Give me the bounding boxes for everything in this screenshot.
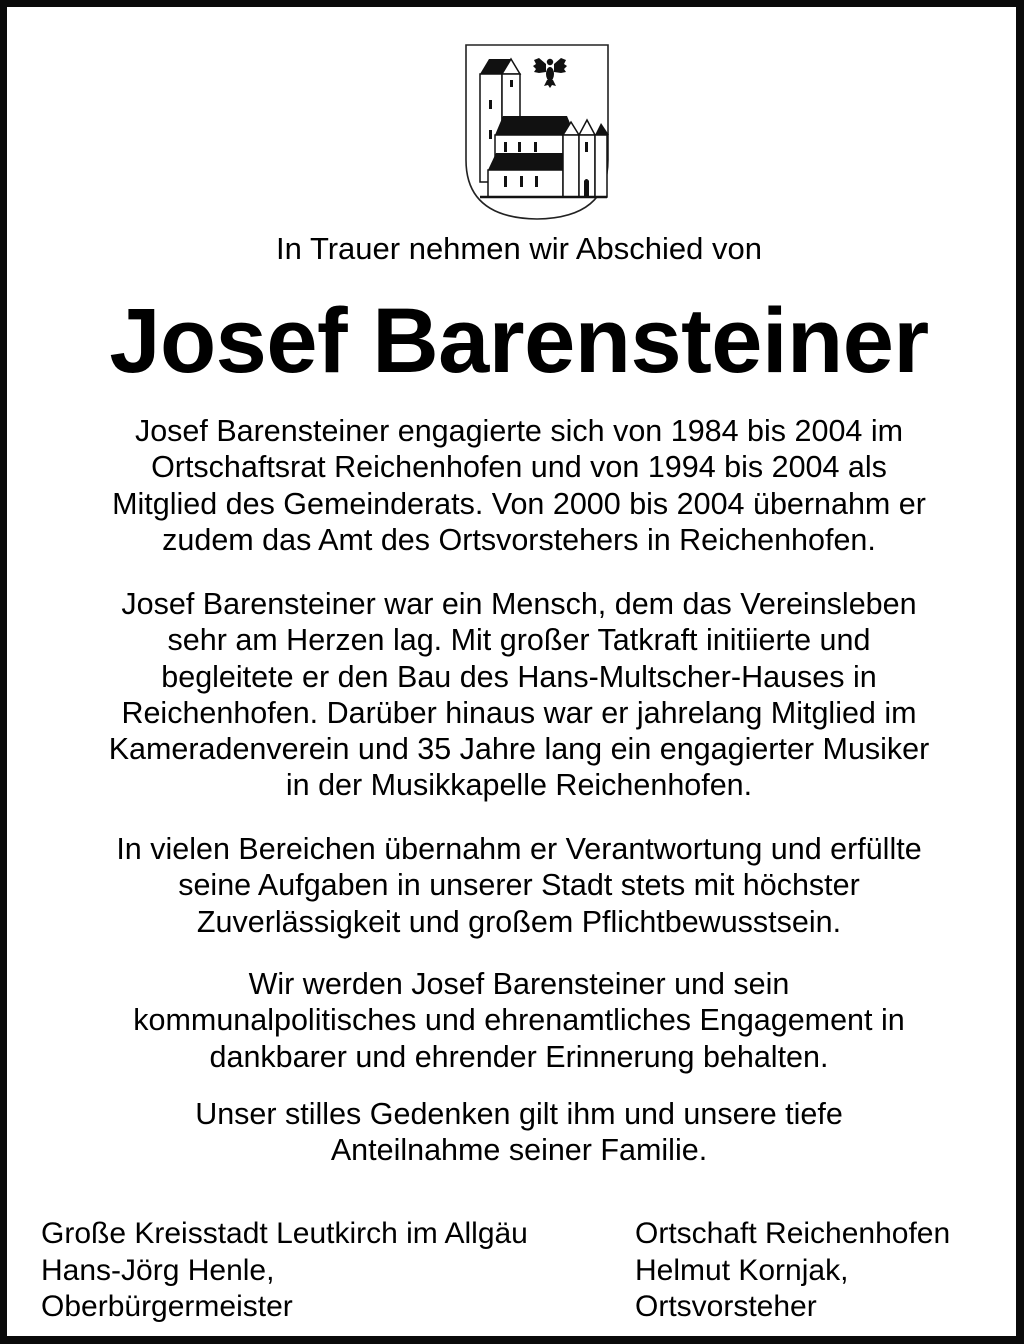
text-line: Josef Barensteiner engagierte sich von 1984 bis 2004 im: [134, 414, 904, 448]
text-line: dankbarer und ehrender Erinnerung behalten.: [209, 1039, 829, 1074]
deceased-name: Josef Barensteiner: [109, 290, 929, 392]
signature-organization: Ortschaft Reichenhofen: [635, 1217, 951, 1250]
paragraph-condolence: [27, 1096, 1011, 1169]
text-line: Unser stilles Gedenken gilt ihm und unsere tiefe: [195, 1097, 843, 1131]
text-line: Josef Barensteiner war ein Mensch, dem das Vereinsleben: [121, 587, 917, 621]
text-line: Ortschaftsrat Reichenhofen und von 1994 bis 2004 als: [151, 450, 887, 485]
text-line: kommunalpolitisches und ehrenamtliches Engagement in: [133, 1003, 905, 1038]
paragraph-clubs: [27, 586, 1011, 804]
text-line: Kameradenverein und 35 Jahre lang ein engagierter Musiker: [108, 732, 930, 767]
text-line: Reichenhofen. Darüber hinaus war er jahrelang Mitglied im: [121, 695, 917, 730]
intro-line: In Trauer nehmen wir Abschied von: [276, 231, 762, 266]
text-line: Wir werden Josef Barensteiner und sein: [248, 967, 790, 1001]
signature-person: Hans-Jörg Henle,: [41, 1253, 275, 1287]
text-line: sehr am Herzen lag. Mit großer Tatkraft initiierte und: [167, 623, 871, 658]
text-line: in der Musikkapelle Reichenhofen.: [285, 768, 753, 803]
text-line: zudem das Amt des Ortsvorstehers in Reichenhofen.: [162, 522, 876, 557]
signature-organization: Große Kreisstadt Leutkirch im Allgäu: [41, 1217, 528, 1250]
text-line: Anteilnahme seiner Familie.: [330, 1133, 708, 1168]
paragraph-remembrance: [27, 966, 1011, 1075]
signature-person: Helmut Kornjak,: [635, 1253, 849, 1287]
signature-title: Oberbürgermeister: [41, 1290, 293, 1323]
text-line: seine Aufgaben in unserer Stadt stets mit höchster: [178, 868, 860, 903]
text-line: Zuverlässigkeit und großem Pflichtbewusstsein.: [196, 904, 842, 939]
coat-of-arms-icon: [463, 42, 611, 222]
signature-right: [635, 1216, 950, 1326]
signature-title: Ortsvorsteher: [635, 1290, 817, 1323]
text-line: In vielen Bereichen übernahm er Verantwortung und erfüllte: [116, 832, 922, 866]
text-line: Mitglied des Gemeinderats. Von 2000 bis 2004 übernahm er: [112, 486, 926, 521]
signature-left: [41, 1216, 528, 1326]
paragraph-responsibility: [27, 831, 1011, 940]
text-line: begleitete er den Bau des Hans-Multscher-Hauses in: [161, 659, 877, 694]
paragraph-career: [27, 413, 1011, 558]
